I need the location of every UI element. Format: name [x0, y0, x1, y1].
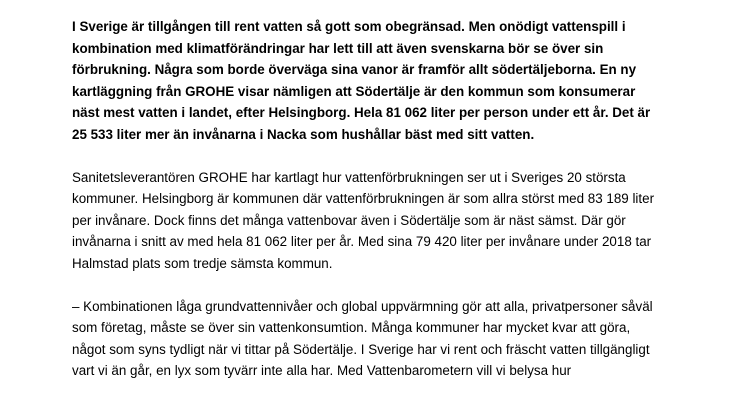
paragraph-spacer	[72, 145, 692, 167]
body-line: som företag, måste se över sin vattenkonsumtion. Många kommuner har mycket kvar att göra,	[72, 320, 631, 335]
lead-line: näst mest vatten i landet, efter Helsingborg. Hela 81 062 liter per person under ett år. Det är	[72, 105, 651, 120]
lead-line: förbrukning. Några som borde överväga sina vanor är framför allt södertäljeborna. En ny	[72, 62, 637, 77]
body-line: – Kombinationen låga grundvattennivåer och global uppvärmning gör att alla, privatpersoner såväl	[72, 298, 653, 314]
body-line: Sanitetsleverantören GROHE har kartlagt hur vattenförbrukningen ser ut i Sveriges 20 största	[72, 169, 626, 185]
body-line: vart vi än går, en lyx som tyvärr inte alla har. Med Vattenbarometern vill vi belysa hur	[72, 363, 572, 378]
lead-line: I Sverige är tillgången till rent vatten så gott som obegränsad. Men onödigt vattenspill i	[72, 19, 626, 34]
body-line: invånarna i snitt av med hela 81 062 liter per år. Med sina 79 420 liter per invånare under 2018 tar	[72, 234, 652, 249]
document-page	[72, 16, 692, 382]
body-line: per invånare. Dock finns det många vattenbovar även i Södertälje som är näst sämst. Där gör	[72, 212, 626, 228]
body-line: Halmstad plats som tredje sämsta kommun.	[72, 255, 333, 271]
body-paragraph-2	[72, 296, 692, 382]
body-line: något som syns tydligt när vi tittar på Södertälje. I Sverige har vi rent och fräscht vatten tillgängligt	[72, 341, 650, 357]
lead-paragraph	[72, 16, 692, 145]
paragraph-spacer	[72, 274, 692, 296]
body-line: kommuner. Helsingborg är kommunen där vattenförbrukningen är som allra störst med 83 189 liter	[72, 191, 655, 206]
lead-line: kombination med klimatförändringar har lett till att även svenskarna bör se över sin	[72, 40, 604, 56]
lead-line: kartläggning från GROHE visar nämligen att Södertälje är den kommun som konsumerar	[72, 83, 636, 99]
lead-line: 25 533 liter mer än invånarna i Nacka som hushållar bäst med sitt vatten.	[72, 126, 535, 142]
body-paragraph-1	[72, 167, 692, 275]
